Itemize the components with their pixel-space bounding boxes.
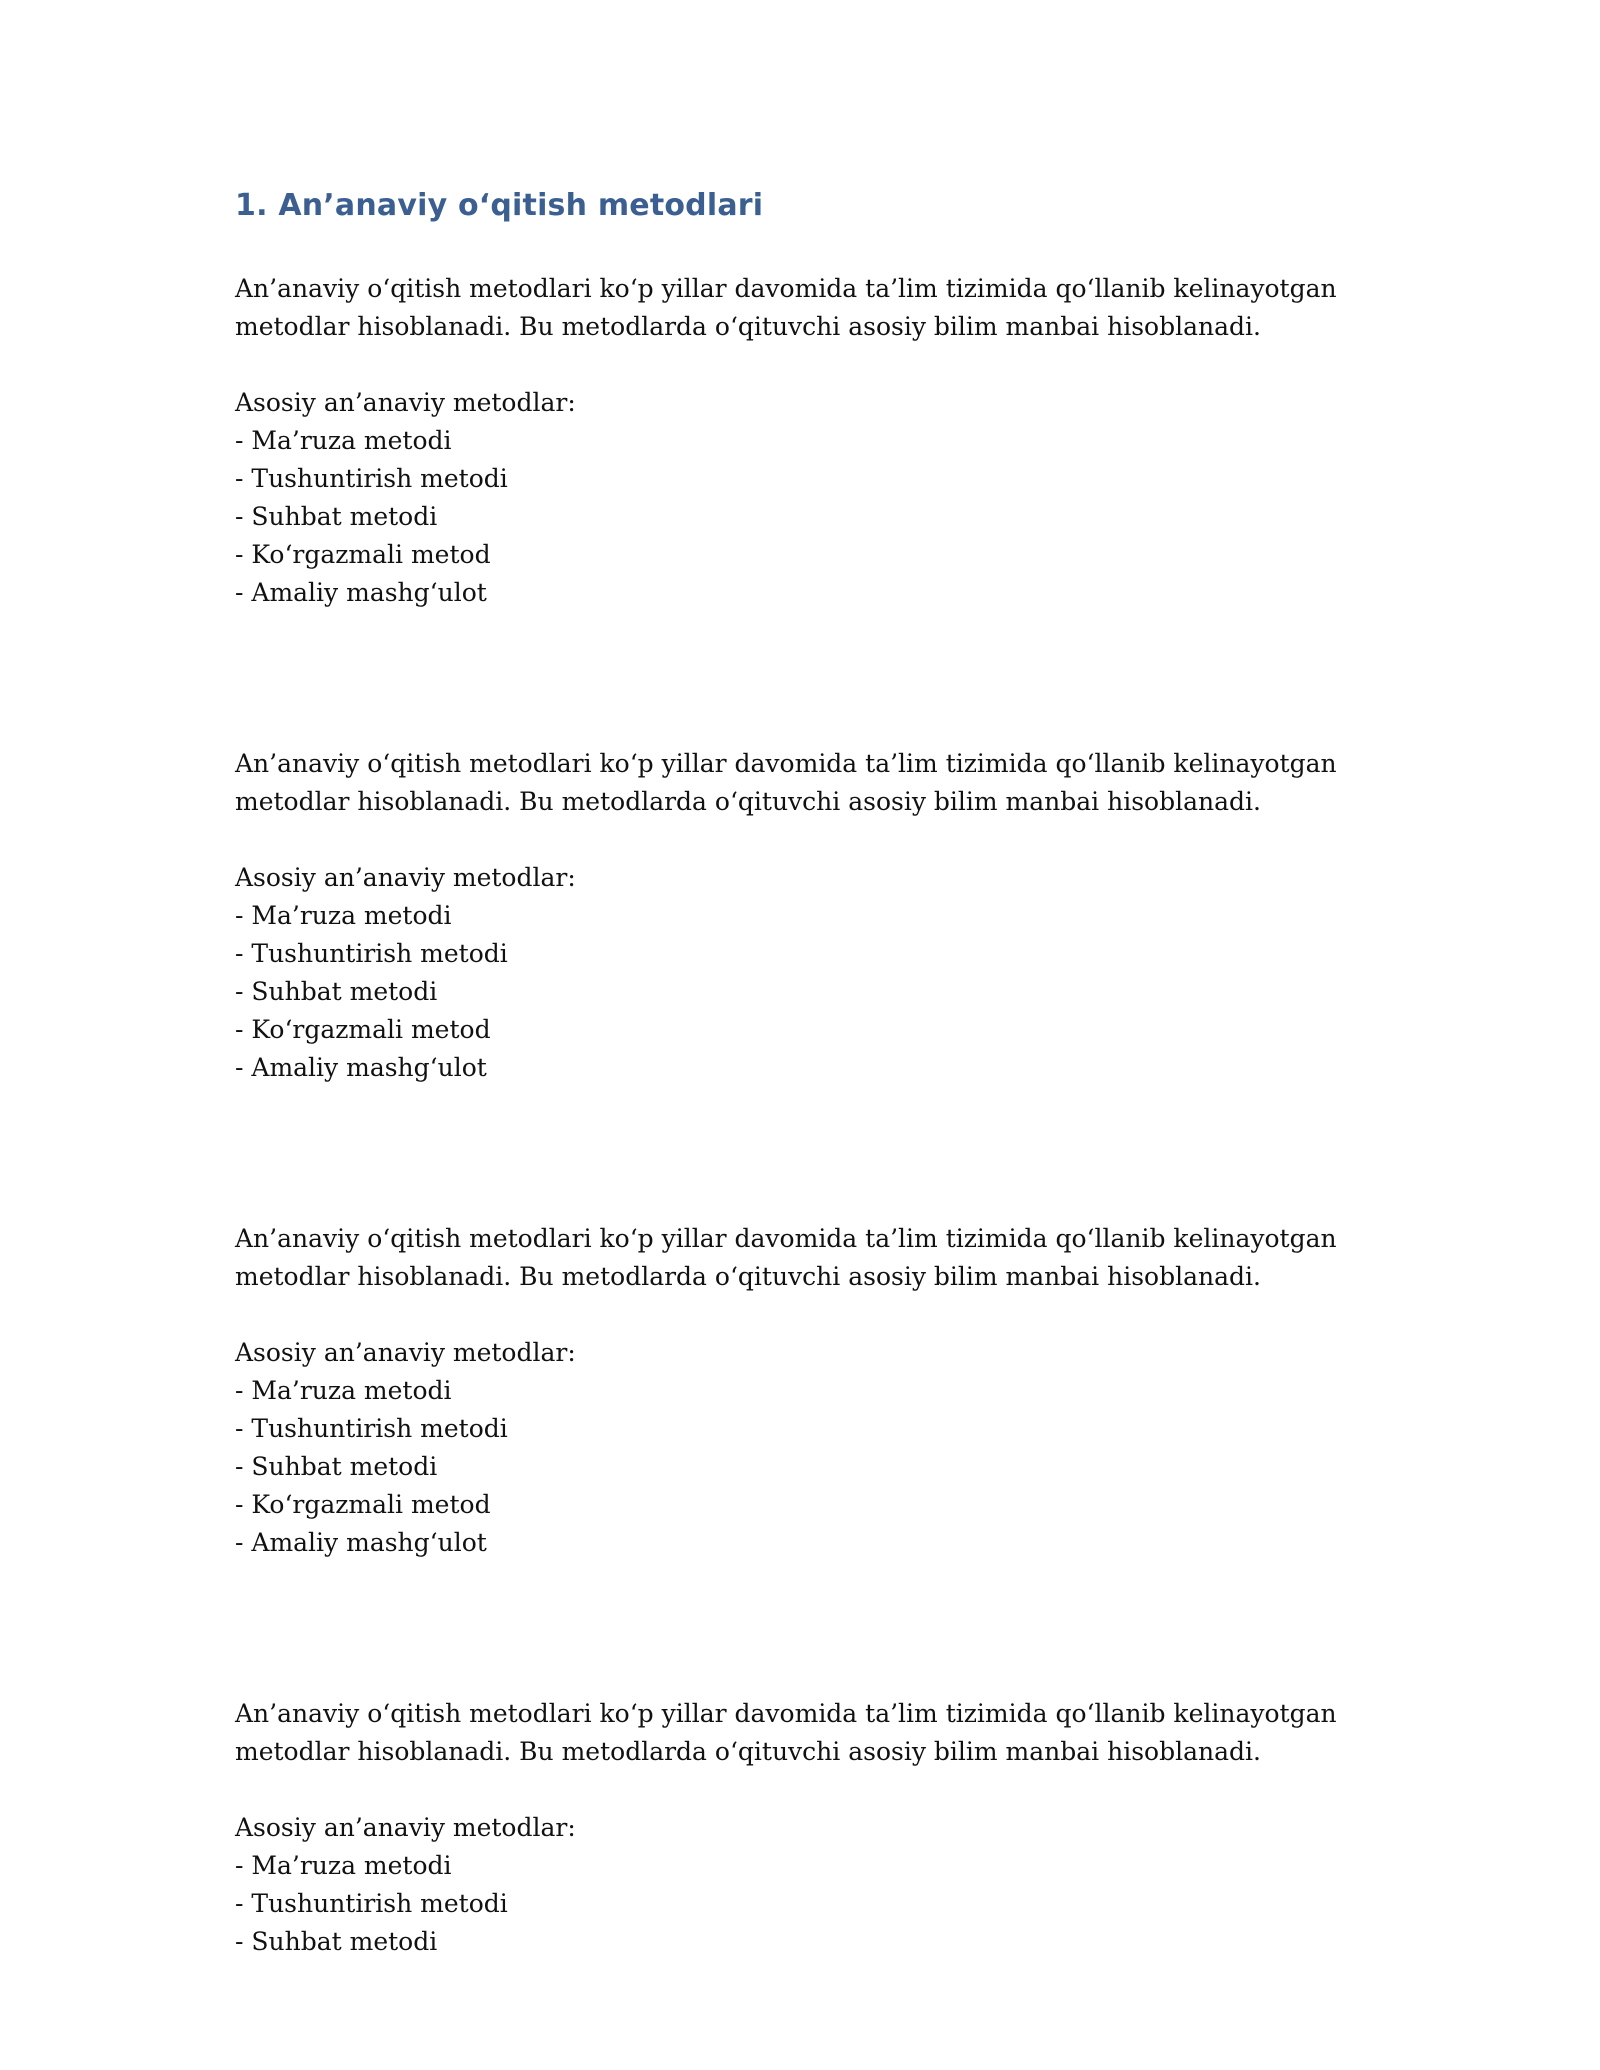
- list-item: - Suhbat metodi: [235, 1927, 438, 1956]
- content-section-4: [235, 1695, 1375, 1961]
- list-item: - Suhbat metodi: [235, 1452, 438, 1481]
- list-item: - Ma’ruza metodi: [235, 426, 452, 455]
- paragraph-line: An’anaviy o‘qitish metodlari ko‘p yillar davomida ta’lim tizimida qo‘llanib kelinayotgan: [235, 1699, 1337, 1728]
- methods-list: [235, 422, 1375, 612]
- list-item: - Ma’ruza metodi: [235, 901, 452, 930]
- methods-list: [235, 1372, 1375, 1562]
- list-item: - Tushuntirish metodi: [235, 1889, 508, 1918]
- list-item: - Ko‘rgazmali metod: [235, 1490, 491, 1519]
- list-item: - Tushuntirish metodi: [235, 464, 508, 493]
- intro-paragraph: [235, 745, 1375, 821]
- list-title: Asosiy an’anaviy metodlar:: [235, 388, 576, 417]
- list-title: Asosiy an’anaviy metodlar:: [235, 1813, 576, 1842]
- content-section-2: [235, 745, 1375, 1087]
- list-item: - Amaliy mashg‘ulot: [235, 578, 487, 607]
- list-title: Asosiy an’anaviy metodlar:: [235, 863, 576, 892]
- paragraph-line: metodlar hisoblanadi. Bu metodlarda o‘qituvchi asosiy bilim manbai hisoblanadi.: [235, 787, 1261, 816]
- intro-paragraph: [235, 1220, 1375, 1296]
- methods-list: [235, 897, 1375, 1087]
- list-item: - Ma’ruza metodi: [235, 1376, 452, 1405]
- list-item: - Suhbat metodi: [235, 502, 438, 531]
- paragraph-line: metodlar hisoblanadi. Bu metodlarda o‘qituvchi asosiy bilim manbai hisoblanadi.: [235, 312, 1261, 341]
- paragraph-line: metodlar hisoblanadi. Bu metodlarda o‘qituvchi asosiy bilim manbai hisoblanadi.: [235, 1262, 1261, 1291]
- list-item: - Tushuntirish metodi: [235, 1414, 508, 1443]
- document-content: [235, 186, 1375, 1961]
- list-item: - Amaliy mashg‘ulot: [235, 1053, 487, 1082]
- section-heading: 1. An’anaviy o‘qitish metodlari: [235, 188, 764, 223]
- list-item: - Amaliy mashg‘ulot: [235, 1528, 487, 1557]
- intro-paragraph: [235, 270, 1375, 346]
- list-item: - Ko‘rgazmali metod: [235, 540, 491, 569]
- list-item: - Ma’ruza metodi: [235, 1851, 452, 1880]
- list-item: - Suhbat metodi: [235, 977, 438, 1006]
- methods-list: [235, 1847, 1375, 1961]
- paragraph-line: metodlar hisoblanadi. Bu metodlarda o‘qituvchi asosiy bilim manbai hisoblanadi.: [235, 1737, 1261, 1766]
- content-section-1: [235, 270, 1375, 612]
- content-section-3: [235, 1220, 1375, 1562]
- paragraph-line: An’anaviy o‘qitish metodlari ko‘p yillar davomida ta’lim tizimida qo‘llanib kelinayotgan: [235, 274, 1337, 303]
- list-item: - Tushuntirish metodi: [235, 939, 508, 968]
- paragraph-line: An’anaviy o‘qitish metodlari ko‘p yillar davomida ta’lim tizimida qo‘llanib kelinayotgan: [235, 749, 1337, 778]
- paragraph-line: An’anaviy o‘qitish metodlari ko‘p yillar davomida ta’lim tizimida qo‘llanib kelinayotgan: [235, 1224, 1337, 1253]
- intro-paragraph: [235, 1695, 1375, 1771]
- list-title: Asosiy an’anaviy metodlar:: [235, 1338, 576, 1367]
- list-item: - Ko‘rgazmali metod: [235, 1015, 491, 1044]
